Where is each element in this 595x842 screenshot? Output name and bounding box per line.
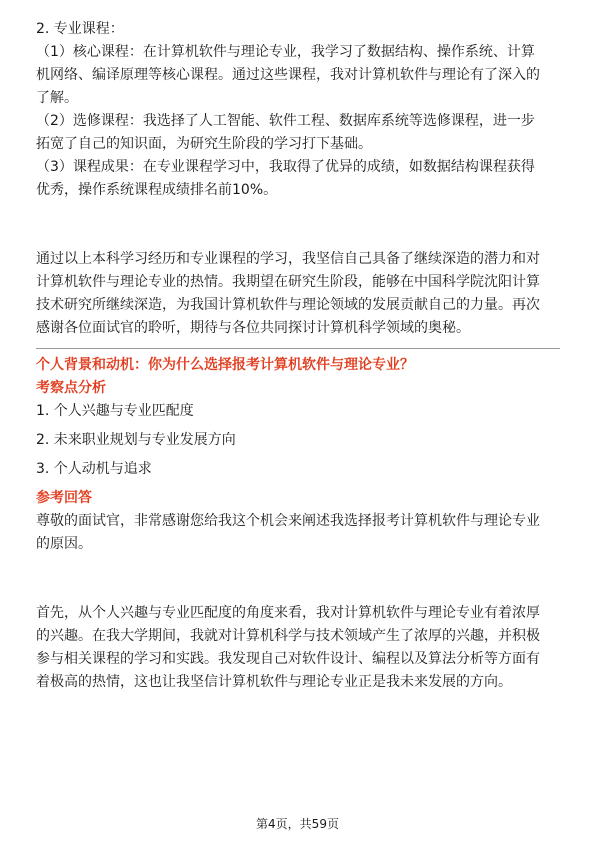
document-page [36, 18, 560, 694]
elective-courses-line: 拓宽了自己的知识面，为研究生阶段的学习打下基础。 [36, 136, 372, 152]
section-divider [36, 348, 560, 349]
answer-heading: 参考回答 [36, 490, 92, 506]
conclusion-line: 计算机软件与理论专业的热情。我期望在研究生阶段，能够在中国科学院沈阳计算 [36, 274, 540, 290]
answer-first-line: 参与相关课程的学习和实践。我发现自己对软件设计、编程以及算法分析等方面有 [36, 651, 540, 667]
conclusion-line: 技术研究所继续深造，为我国计算机软件与理论领域的发展贡献自己的力量。再次 [36, 297, 540, 313]
answer-first-line: 首先，从个人兴趣与专业匹配度的角度来看，我对计算机软件与理论专业有着浓厚 [36, 605, 540, 621]
paragraph-gap [36, 202, 560, 225]
course-results-line: （3）课程成果：在专业课程学习中，我取得了优异的成绩，如数据结构课程获得 [36, 159, 535, 175]
paragraph-gap [36, 556, 560, 579]
paragraph-gap [36, 579, 560, 602]
courses-heading: 2. 专业课程： [36, 21, 124, 37]
analysis-point: 3. 个人动机与追求 [36, 461, 152, 477]
analysis-point: 2. 未来职业规划与专业发展方向 [36, 432, 236, 448]
answer-intro-line: 的原因。 [36, 536, 92, 552]
page-number: 第4页，共59页 [256, 817, 339, 831]
question-title: 个人背景和动机：你为什么选择报考计算机软件与理论专业？ [36, 357, 414, 373]
answer-first-line: 的兴趣。在我大学期间，我就对计算机科学与技术领域产生了浓厚的兴趣，并积极 [36, 628, 540, 644]
paragraph-gap [36, 225, 560, 248]
course-results-line: 优秀，操作系统课程成绩排名前10%。 [36, 182, 278, 198]
conclusion-line: 通过以上本科学习经历和专业课程的学习，我坚信自己具备了继续深造的潜力和对 [36, 251, 540, 267]
analysis-point: 1. 个人兴趣与专业匹配度 [36, 403, 194, 419]
core-courses-line: 了解。 [36, 90, 78, 106]
answer-first-line: 着极高的热情，这也让我坚信计算机软件与理论专业正是我未来发展的方向。 [36, 674, 512, 690]
core-courses-line: （1）核心课程：在计算机软件与理论专业，我学习了数据结构、操作系统、计算 [36, 44, 535, 60]
core-courses-line: 机网络、编译原理等核心课程。通过这些课程，我对计算机软件与理论有了深入的 [36, 67, 540, 83]
conclusion-line: 感谢各位面试官的聆听，期待与各位共同探讨计算机科学领域的奥秘。 [36, 320, 470, 336]
elective-courses-line: （2）选修课程：我选择了人工智能、软件工程、数据库系统等选修课程，进一步 [36, 113, 535, 129]
analysis-heading: 考察点分析 [36, 380, 106, 396]
answer-intro-line: 尊敬的面试官，非常感谢您给我这个机会来阐述我选择报考计算机软件与理论专业 [36, 513, 540, 529]
